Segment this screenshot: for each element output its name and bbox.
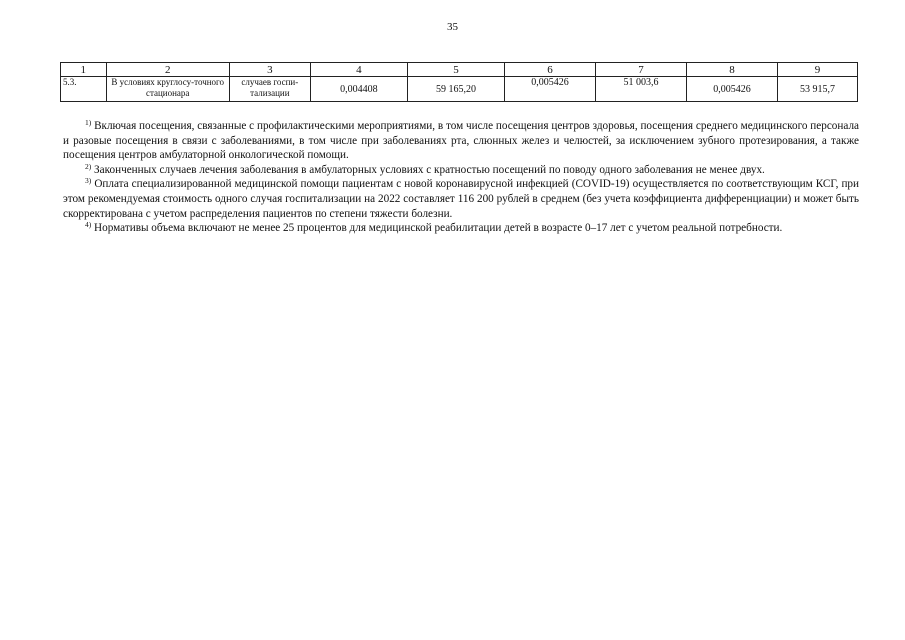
unit-cell: случаев госпи-тализации <box>229 77 310 102</box>
value-cell: 0,005426 <box>504 77 595 102</box>
footnote-mark: 2) <box>85 161 92 171</box>
footnote-text: Законченных случаев лечения заболевания в амбулаторных условиях с кратностью посещений по поводу одного заболевания не менее двух. <box>94 163 765 176</box>
header-cell: 3 <box>229 63 310 77</box>
header-cell: 9 <box>778 63 858 77</box>
footnote-text: Нормативы объема включают не менее 25 процентов для медицинской реабилитации детей в возрасте 0–17 лет с учетом реальной потребности. <box>94 222 783 235</box>
header-cell: 2 <box>106 63 229 77</box>
header-cell: 4 <box>310 63 407 77</box>
value-cell: 53 915,7 <box>778 77 858 102</box>
footnote <box>63 163 859 178</box>
footnote-mark: 3) <box>85 176 92 186</box>
header-cell: 7 <box>596 63 687 77</box>
footnote <box>63 119 859 163</box>
value-cell: 0,005426 <box>687 77 778 102</box>
header-cell: 5 <box>407 63 504 77</box>
footnote-text: Оплата специализированной медицинской помощи пациентам с новой коронавирусной инфекцией (COVID-19) осуществляется по соответствующим КСГ, при этом рекомендуемая стоимость одного случая госпитализации на 2022 составляет 116 200 рублей в среднем (без учета коэффициента дифференциации) и может быть скорректирована с учетом распределения пациентов по степени тяжести болезни. <box>63 178 860 220</box>
table-header-row <box>61 63 858 77</box>
footnotes <box>63 118 860 236</box>
footnote-mark: 4) <box>85 220 92 230</box>
footnote-text: Включая посещения, связанные с профилактическими мероприятиями, в том числе посещения центров здоровья, посещения среднего медицинского персонала и разовые посещения в связи с заболеваниями, в том числе при заболеваниях рта, слюнных желез и челюстей, за исключением зубного протезирования, а также посещения центров амбулаторной онкологической помощи. <box>63 120 860 162</box>
value-cell: 59 165,20 <box>407 77 504 102</box>
header-cell: 8 <box>687 63 778 77</box>
header-cell: 6 <box>504 63 595 77</box>
data-table <box>60 62 858 102</box>
table-row <box>61 77 858 102</box>
condition-cell: В условиях круглосу-точного стационара <box>106 77 229 102</box>
value-cell: 51 003,6 <box>596 77 687 102</box>
row-number-cell: 5.3. <box>61 77 107 102</box>
header-cell: 1 <box>61 63 107 77</box>
footnote-mark: 1) <box>85 118 92 127</box>
value-cell: 0,004408 <box>310 77 407 102</box>
footnote <box>63 177 859 221</box>
page-number: 35 <box>447 21 458 33</box>
footnote <box>63 221 859 236</box>
